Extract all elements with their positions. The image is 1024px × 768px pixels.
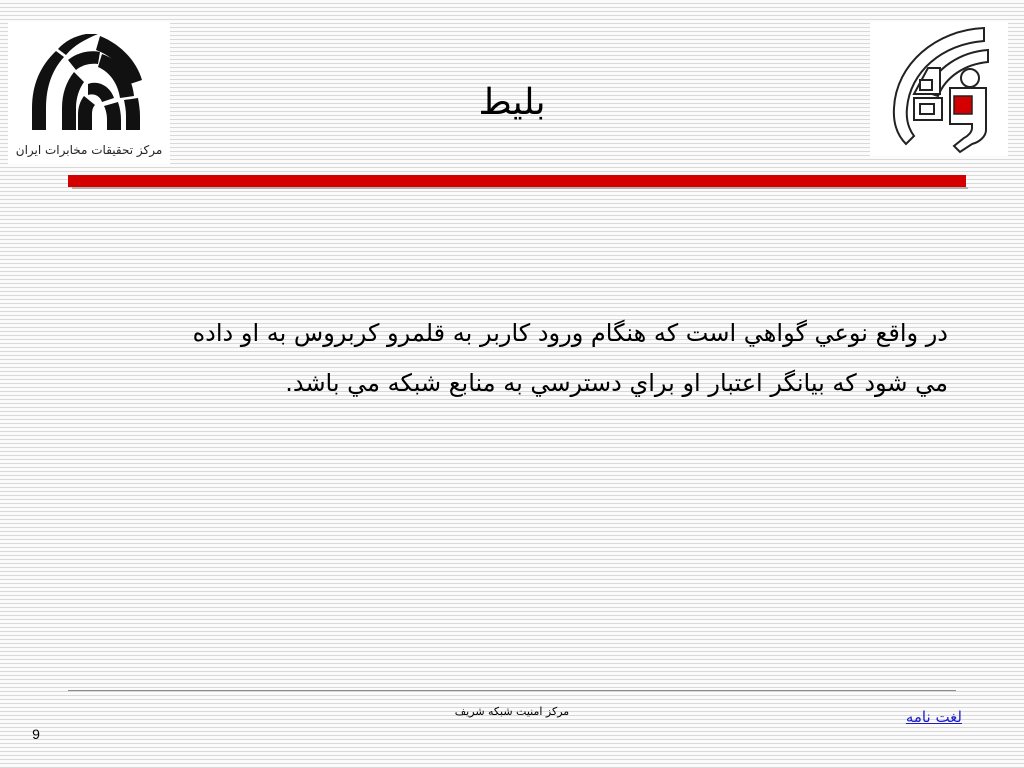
sharif-network-security-logo-icon	[880, 24, 998, 154]
content-line: مي شود که بيانگر اعتبار او براي دسترسي به منابع شبکه مي باشد.	[285, 369, 948, 397]
slide-content	[60, 308, 948, 408]
page-number: 9	[32, 726, 40, 742]
content-line: در واقع نوعي گواهي است که هنگام ورود کاربر به قلمرو کربروس به او داده	[192, 319, 948, 347]
left-logo-caption: مرکز تحقیقات مخابرات ایران	[15, 143, 163, 157]
footer-center-text: مرکز امنیت شبکه شریف	[454, 705, 570, 718]
title-divider-bar	[68, 175, 966, 187]
title-divider-shadow	[72, 187, 968, 189]
footer-divider	[68, 690, 956, 691]
glossary-link[interactable]: لغت نامه	[905, 708, 962, 726]
right-logo	[870, 22, 1008, 156]
left-logo	[8, 22, 170, 164]
wireless-signal-logo-icon	[28, 30, 150, 140]
slide-title: بليط	[478, 82, 546, 123]
